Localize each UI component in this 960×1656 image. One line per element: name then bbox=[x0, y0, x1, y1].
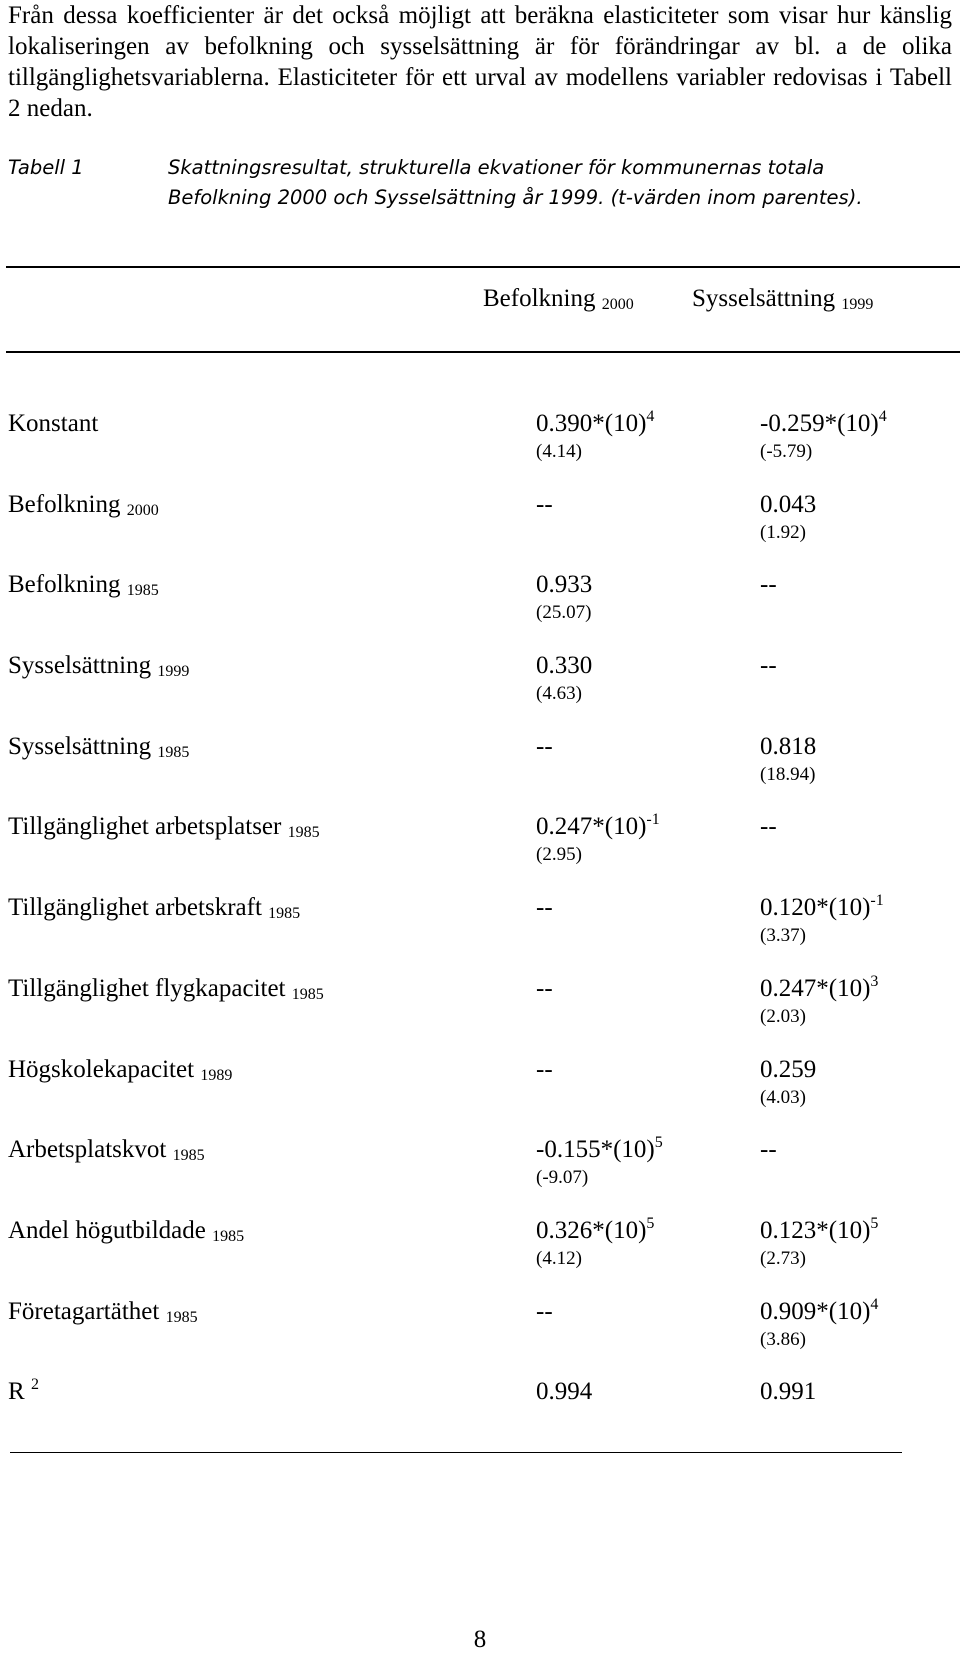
row-label-year: 1985 bbox=[172, 1147, 205, 1165]
table-header-rule bbox=[6, 351, 960, 353]
coefficient-value: 0.933 bbox=[536, 571, 593, 599]
cell-befolkning bbox=[536, 1296, 553, 1328]
table-caption-text bbox=[168, 153, 958, 213]
cell-befolkning bbox=[536, 1134, 663, 1190]
r-squared-value: 0.991 bbox=[760, 1378, 817, 1406]
cell-sysselsattning bbox=[760, 1215, 878, 1271]
table-caption bbox=[8, 153, 952, 213]
row-label-year: 2000 bbox=[126, 501, 159, 519]
coefficient bbox=[536, 1296, 553, 1328]
row-label-text: R bbox=[8, 1378, 25, 1406]
coefficient-exponent: 5 bbox=[870, 1214, 879, 1232]
coefficient bbox=[536, 408, 654, 440]
page-number: 8 bbox=[473, 1626, 487, 1653]
coefficient bbox=[536, 569, 592, 601]
t-value: (2.73) bbox=[760, 1247, 806, 1269]
row-label-text: Tillgänglighet arbetsplatser bbox=[8, 813, 282, 841]
coefficient-exponent: -1 bbox=[870, 892, 884, 910]
coefficient bbox=[760, 408, 887, 440]
coefficient bbox=[536, 489, 553, 521]
table-row bbox=[0, 408, 960, 489]
t-value: (4.63) bbox=[536, 683, 582, 705]
coefficient-value: 0.123*(10) bbox=[760, 1216, 871, 1244]
coefficient-exponent: 4 bbox=[870, 1295, 879, 1313]
coefficient-value: -- bbox=[760, 571, 777, 599]
coefficient bbox=[760, 973, 878, 1005]
coefficient bbox=[760, 489, 816, 521]
row-label-year: 1989 bbox=[200, 1066, 233, 1084]
coefficient-exponent: 5 bbox=[646, 1214, 655, 1232]
table-body bbox=[0, 408, 960, 1420]
coefficient-value: -- bbox=[536, 974, 553, 1002]
cell-befolkning bbox=[536, 811, 660, 867]
row-label bbox=[8, 489, 159, 521]
cell-sysselsattning bbox=[760, 569, 777, 601]
row-label-year: 1985 bbox=[126, 582, 159, 600]
row-label-text: Tillgänglighet flygkapacitet bbox=[8, 974, 286, 1002]
coefficient-value: -- bbox=[536, 894, 553, 922]
table-row bbox=[0, 811, 960, 892]
row-label bbox=[8, 1215, 244, 1247]
cell-befolkning bbox=[536, 973, 553, 1005]
table-row bbox=[0, 892, 960, 973]
coefficient-value: 0.909*(10) bbox=[760, 1297, 871, 1325]
row-label-text: Andel högutbildade bbox=[8, 1216, 206, 1244]
cell-befolkning bbox=[536, 1376, 592, 1408]
cell-sysselsattning bbox=[760, 811, 777, 843]
caption-line-2: Befolkning 2000 och Sysselsättning år 1999. (t-värden inom parentes). bbox=[168, 186, 863, 209]
row-label-text: Företagartäthet bbox=[8, 1297, 160, 1325]
table-row bbox=[0, 731, 960, 812]
table-row bbox=[0, 650, 960, 731]
caption-line-1: Skattningsresultat, strukturella ekvationer för kommunernas totala bbox=[168, 156, 825, 179]
table-row bbox=[0, 1296, 960, 1377]
t-value: (-9.07) bbox=[536, 1167, 589, 1189]
t-value: (2.95) bbox=[536, 844, 582, 866]
coefficient bbox=[760, 1296, 878, 1328]
row-label-text: Befolkning bbox=[8, 571, 121, 599]
coefficient-value: -- bbox=[760, 1136, 777, 1164]
cell-befolkning bbox=[536, 892, 553, 924]
coefficient-value: 0.043 bbox=[760, 490, 817, 518]
t-value: (3.86) bbox=[760, 1328, 806, 1350]
coefficient-value: -- bbox=[536, 490, 553, 518]
row-label bbox=[8, 973, 324, 1005]
cell-sysselsattning bbox=[760, 1296, 878, 1352]
cell-befolkning bbox=[536, 1215, 654, 1271]
coefficient bbox=[760, 892, 884, 924]
row-label-text: Sysselsättning bbox=[8, 652, 152, 680]
table-row bbox=[0, 1134, 960, 1215]
cell-sysselsattning bbox=[760, 731, 816, 787]
coefficient-value: -- bbox=[536, 732, 553, 760]
row-label-text: Arbetsplatskvot bbox=[8, 1136, 167, 1164]
row-label bbox=[8, 811, 320, 843]
coefficient-value: 0.818 bbox=[760, 732, 817, 760]
coefficient-exponent: -1 bbox=[646, 811, 660, 829]
coefficient bbox=[536, 1054, 553, 1086]
row-label bbox=[8, 408, 98, 440]
row-label bbox=[8, 1376, 39, 1408]
t-value: (1.92) bbox=[760, 521, 806, 543]
column-header-befolkning bbox=[483, 283, 634, 315]
row-label-text: Konstant bbox=[8, 410, 99, 437]
coefficient-value: 0.330 bbox=[536, 652, 593, 680]
row-label-year: 1985 bbox=[268, 905, 301, 923]
t-value: (25.07) bbox=[536, 602, 592, 624]
coefficient-exponent: 4 bbox=[878, 408, 887, 425]
coefficient bbox=[536, 1134, 663, 1166]
row-label-year: 1985 bbox=[291, 985, 324, 1003]
coefficient-value: 0.326*(10) bbox=[536, 1216, 647, 1244]
coefficient bbox=[760, 569, 777, 601]
cell-sysselsattning bbox=[760, 489, 816, 545]
cell-sysselsattning bbox=[760, 408, 887, 464]
coefficient-value: -- bbox=[760, 652, 777, 680]
coefficient-value: -- bbox=[536, 1055, 553, 1083]
row-label-text: Högskolekapacitet bbox=[8, 1055, 195, 1083]
coefficient bbox=[536, 650, 592, 682]
t-value: (-5.79) bbox=[760, 441, 813, 462]
coefficient bbox=[760, 650, 777, 682]
r-squared-value: 0.994 bbox=[536, 1378, 593, 1406]
table-row bbox=[0, 1215, 960, 1296]
column-header-year: 2000 bbox=[601, 296, 634, 313]
coefficient-value: -- bbox=[760, 813, 777, 841]
row-label bbox=[8, 892, 300, 924]
row-label bbox=[8, 569, 159, 601]
coefficient bbox=[536, 731, 553, 763]
coefficient-exponent: 4 bbox=[646, 408, 655, 425]
cell-sysselsattning bbox=[760, 1376, 816, 1408]
coefficient bbox=[760, 811, 777, 843]
intro-paragraph: Från dessa koefficienter är det också möjligt att beräkna elasticiteter som visar hur känslig lokaliseringen av befolkning och sysselsättning är för förändringar av bl. a de olika tillgänglighetsvariablerna. Elasticiteter för ett urval av modellens variabler redovisas i Tabell 2 nedan. bbox=[8, 2, 952, 122]
coefficient bbox=[536, 892, 553, 924]
cell-befolkning bbox=[536, 408, 654, 464]
row-label-year: 1985 bbox=[287, 824, 320, 842]
table-row bbox=[0, 1054, 960, 1135]
table-bottom-rule bbox=[10, 1452, 902, 1453]
t-value: (4.03) bbox=[760, 1086, 806, 1108]
cell-sysselsattning bbox=[760, 1054, 816, 1110]
table-row bbox=[0, 973, 960, 1054]
coefficient bbox=[760, 1215, 878, 1247]
row-label-exponent: 2 bbox=[30, 1376, 39, 1394]
t-value: (4.12) bbox=[536, 1247, 582, 1269]
cell-befolkning bbox=[536, 1054, 553, 1086]
coefficient-value: 0.120*(10) bbox=[760, 894, 871, 922]
column-header-name: Sysselsättning bbox=[692, 285, 836, 312]
t-value: (18.94) bbox=[760, 763, 816, 785]
column-header-sysselsattning bbox=[692, 283, 873, 315]
coefficient bbox=[760, 1134, 777, 1166]
coefficient bbox=[760, 1054, 816, 1086]
row-label-text: Tillgänglighet arbetskraft bbox=[8, 894, 262, 922]
t-value: (3.37) bbox=[760, 925, 806, 947]
column-header-year: 1999 bbox=[841, 296, 874, 313]
coefficient-value: 0.390*(10) bbox=[536, 410, 647, 437]
t-value: (4.14) bbox=[536, 441, 582, 462]
cell-sysselsattning bbox=[760, 1134, 777, 1166]
row-label-text: Befolkning bbox=[8, 490, 121, 518]
coefficient-exponent: 3 bbox=[870, 972, 879, 990]
cell-sysselsattning bbox=[760, 892, 884, 948]
coefficient-value: 0.247*(10) bbox=[536, 813, 647, 841]
table-row bbox=[0, 569, 960, 650]
row-label bbox=[8, 1296, 198, 1328]
coefficient bbox=[536, 1215, 654, 1247]
coefficient-value: 0.247*(10) bbox=[760, 974, 871, 1002]
cell-sysselsattning bbox=[760, 650, 777, 682]
row-label bbox=[8, 1134, 205, 1166]
coefficient-value: 0.259 bbox=[760, 1055, 817, 1083]
row-label-year: 1985 bbox=[165, 1308, 198, 1326]
t-value: (2.03) bbox=[760, 1005, 806, 1027]
coefficient-value: -- bbox=[536, 1297, 553, 1325]
cell-befolkning bbox=[536, 650, 592, 706]
cell-sysselsattning bbox=[760, 973, 878, 1029]
coefficient bbox=[536, 973, 553, 1005]
cell-befolkning bbox=[536, 731, 553, 763]
table-row bbox=[0, 489, 960, 570]
column-header-name: Befolkning bbox=[483, 285, 596, 312]
row-label-year: 1985 bbox=[157, 743, 190, 761]
row-label bbox=[8, 731, 189, 763]
row-label-year: 1985 bbox=[212, 1227, 245, 1245]
intro-text bbox=[8, 0, 952, 124]
cell-befolkning bbox=[536, 569, 592, 625]
coefficient bbox=[536, 811, 660, 843]
table-label: Tabell 1 bbox=[8, 156, 84, 179]
row-label bbox=[8, 650, 189, 682]
table-top-rule bbox=[6, 266, 960, 268]
row-label-year: 1999 bbox=[157, 663, 190, 681]
row-label bbox=[8, 1054, 232, 1086]
coefficient-exponent: 5 bbox=[654, 1134, 663, 1152]
coefficient-value: -0.259*(10) bbox=[760, 410, 879, 437]
table-row-r-squared bbox=[0, 1376, 960, 1420]
coefficient-value: -0.155*(10) bbox=[536, 1136, 655, 1164]
row-label-text: Sysselsättning bbox=[8, 732, 152, 760]
cell-befolkning bbox=[536, 489, 553, 521]
coefficient bbox=[760, 731, 816, 763]
